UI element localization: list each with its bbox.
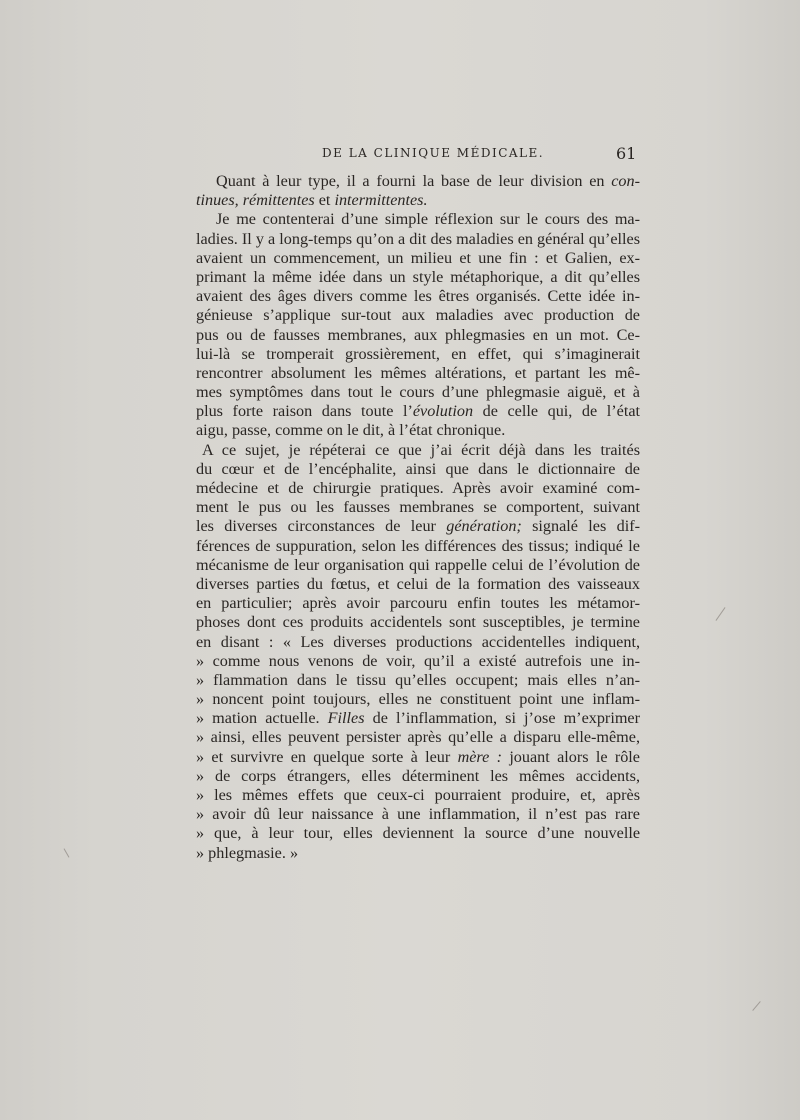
text-line: diverses parties du fœtus, et celui de la formation des vaisseaux: [196, 574, 640, 593]
text-line: Je me contenterai d’une simple réflexion sur le cours des ma-: [216, 210, 640, 229]
text-line: Quant à leur type, il a fourni la base de leur division en con-: [216, 172, 640, 190]
text-line: mes symptômes dans tout le cours d’une phlegmasie aiguë, et à: [196, 383, 640, 402]
text-line: » de corps étrangers, elles déterminent les mêmes accidents,: [196, 766, 640, 785]
text-line: phoses dont ces produits accidentels sont susceptibles, je termine: [196, 613, 640, 632]
text-line: tinues, rémittentes et intermittentes.: [196, 191, 428, 210]
text-line: rencontrer absolument les mêmes altérations, et partant les mê-: [196, 363, 640, 382]
text-line: » ainsi, elles peuvent persister après qu’elle a disparu elle-même,: [196, 728, 640, 747]
text-line: du cœur et de l’encéphalite, ainsi que dans le dictionnaire de: [196, 459, 640, 478]
paper-speck: [716, 607, 726, 621]
text-line: » avoir dû leur naissance à une inflammation, il n’est pas rare: [196, 805, 640, 824]
text-line: plus forte raison dans toute l’évolution de celle qui, de l’état: [196, 402, 640, 421]
page-number: 61: [616, 144, 637, 163]
running-title: DE LA CLINIQUE MÉDICALE.: [322, 146, 545, 160]
text-line: pus ou de fausses membranes, aux phlegmasies en un mot. Ce-: [196, 325, 640, 344]
text-line: primant la même idée dans un style métaphorique, a dit qu’elles: [196, 267, 640, 286]
text-line: » noncent point toujours, elles ne constituent point une inflam-: [196, 690, 640, 709]
text-line: en particulier; après avoir parcouru enfin toutes les métamor-: [196, 594, 640, 613]
text-line: médecine et de chirurgie pratiques. Après avoir examiné com-: [196, 479, 640, 497]
text-line: » les mêmes effets que ceux-ci pourraient produire, et, après: [196, 786, 640, 804]
text-line: avaient un commencement, un milieu et une fin : et Galien, ex-: [196, 248, 640, 267]
text-line: » phlegmasie. »: [196, 843, 299, 862]
text-line: mécanisme de leur organisation qui rappelle celui de l’évolution de: [196, 555, 640, 574]
text-line: férences de suppuration, selon les différences des tissus; indiqué le: [196, 536, 640, 555]
paper-speck: [64, 848, 70, 857]
text-line: génieuse s’applique sur-tout aux maladies avec production de: [196, 306, 640, 325]
text-line: A ce sujet, je répéterai ce que j’ai écrit déjà dans les traités: [202, 440, 640, 459]
text-line: avaient des âges divers comme les êtres organisés. Cette idée in-: [196, 287, 640, 306]
text-line: » et survivre en quelque sorte à leur mère : jouant alors le rôle: [196, 747, 640, 766]
text-line: ladies. Il y a long-temps qu’on a dit des maladies en général qu’elles: [196, 229, 640, 248]
text-line: » que, à leur tour, elles deviennent la source d’une nouvelle: [196, 824, 640, 843]
text-line: » flammation dans le tissu qu’elles occupent; mais elles n’an-: [196, 670, 640, 689]
text-line: aigu, passe, comme on le dit, à l’état chronique.: [196, 421, 506, 440]
text-line: » mation actuelle. Filles de l’inflammation, si j’ose m’exprimer: [196, 709, 640, 728]
text-line: en disant : « Les diverses productions accidentelles indiquent,: [196, 632, 640, 651]
text-line: les diverses circonstances de leur génération; signalé les dif-: [196, 517, 640, 536]
body-text: [196, 172, 640, 863]
text-line: lui-là se tromperait grossièrement, en effet, qui s’imaginerait: [196, 344, 640, 363]
text-line: ment le pus ou les fausses membranes se comportent, suivant: [196, 498, 640, 517]
paper-speck: [752, 1001, 760, 1011]
text-line: » comme nous venons de voir, qu’il a existé autrefois une in-: [196, 651, 640, 670]
